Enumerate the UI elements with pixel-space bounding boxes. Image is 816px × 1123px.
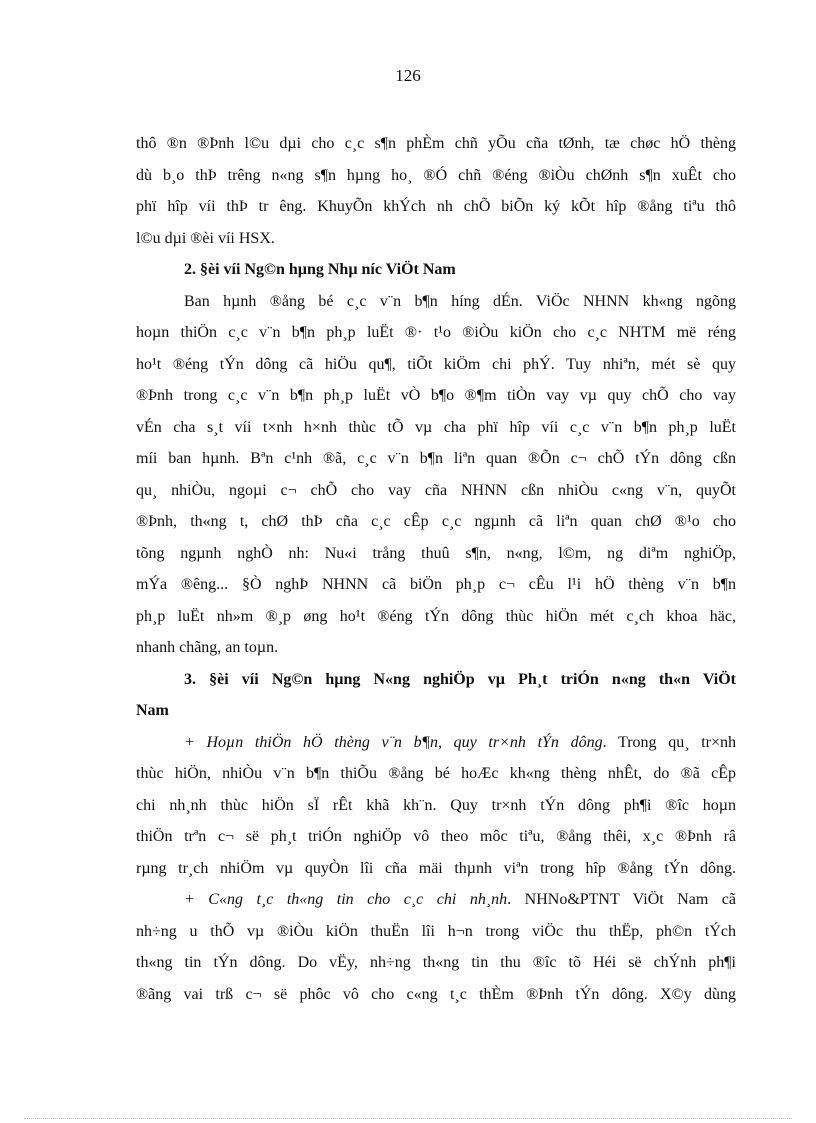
section-heading-line: Nam xyxy=(136,702,169,719)
line-text: . Trong qu¸ tr×nh xyxy=(602,733,737,751)
section-heading-line: 2. §èi víi Ng©n hµng Nhµ níc ViÖt Nam xyxy=(184,261,456,278)
paragraph-line: nh÷ng u thÕ vµ ®iÒu kiÖn thuËn lîi h¬n trong viÖc thu thËp, ph©n tÝch xyxy=(136,922,736,940)
paragraph-line: phï hîp víi thÞ tr êng. KhuyÕn khÝch nh chÕ biÕn ký kÕt hîp ®ång tiªu thô xyxy=(136,198,736,215)
paragraph-line: ph¸p luËt nh»m ®¸p øng ho¹t ®éng tÝn dông thùc hiÖn mét c¸ch khoa häc, xyxy=(136,607,736,625)
line-text: . NHNo&PTNT ViÖt Nam cã xyxy=(507,891,737,908)
paragraph-line: ®Þnh, th«ng t, chØ thÞ cña c¸c cÊp c¸c ngµnh cã liªn quan chØ ®¹o cho xyxy=(136,513,736,530)
paragraph-line: chi nh¸nh thùc hiÖn sÏ rÊt khã kh¨n. Quy tr×nh tÝn dông ph¶i ®îc hoµn xyxy=(136,796,736,814)
paragraph-line: nhanh chãng, an toµn. xyxy=(136,639,279,656)
italic-lead-in: + Hoµn thiÖn hÖ thèng v¨n b¶n, quy tr×nh tÝn dông xyxy=(184,733,603,751)
document-body xyxy=(136,128,736,1010)
paragraph-line: hoµn thiÖn c¸c v¨n b¶n ph¸p luËt ®· t¹o ®iÒu kiÖn cho c¸c NHTM më réng xyxy=(136,324,736,341)
page-number: 126 xyxy=(395,66,421,85)
paragraph-line: míi ban hµnh. Bªn c¹nh ®ã, c¸c v¨n b¶n liªn quan ®Õn c¬ chÕ tÝn dông cßn xyxy=(136,450,736,467)
paragraph-line: tõng ngµnh nghÒ nh: Nu«i trång thuû s¶n, n«ng, l©m, ng diªm nghiÖp, xyxy=(136,544,736,562)
paragraph-line: rµng tr¸ch nhiÖm vµ quyÒn lîi cña mäi thµnh viªn trong hîp ®ång tÝn dông. xyxy=(136,859,736,877)
paragraph-line: qu¸ nhiÒu, ngoµi c¬ chÕ cho vay cña NHNN cßn nhiÒu c«ng v¨n, quyÕt xyxy=(136,481,736,499)
paragraph-line: ®Þnh trong c¸c v¨n b¶n ph¸p luËt vÒ b¶o ®¶m tiÒn vay vµ quy chÕ cho vay xyxy=(136,387,736,404)
paragraph-line: dù b¸o thÞ trêng n«ng s¶n hµng ho¸ ®Ó chñ ®éng ®iÒu chØnh s¶n xuÊt cho xyxy=(136,166,736,184)
paragraph-line: l©u dµi ®èi víi HSX. xyxy=(136,229,275,247)
paragraph-line: Ban hµnh ®ång bé c¸c v¨n b¶n híng dÉn. ViÖc NHNN kh«ng ngõng xyxy=(184,292,736,310)
paragraph-line: ho¹t ®éng tÝn dông cã hiÖu qu¶, tiÕt kiÖm chi phÝ. Tuy nhiªn, mét sè quy xyxy=(136,355,736,373)
paragraph-line xyxy=(136,884,736,916)
paragraph-line: thô ®n ®Þnh l©u dµi cho c¸c s¶n phÈm chñ yÕu cña tØnh, tæ chøc hÖ thèng xyxy=(136,135,736,152)
paragraph-line: ®ãng vai trß c¬ së phôc vô cho c«ng t¸c thÈm ®Þnh tÝn dông. X©y dùng xyxy=(136,985,736,1003)
paragraph-line: thiÖn trªn c¬ së ph¸t triÓn nghiÖp vô theo môc tiªu, ®ång thêi, x¸c ®Þnh râ xyxy=(136,828,736,845)
paragraph-line: vÉn cha s¸t víi t×nh h×nh thùc tÕ vµ cha phï hîp víi c¸c v¨n b¶n ph¸p luËt xyxy=(136,418,736,436)
paragraph-line: thùc hiÖn, nhiÒu v¨n b¶n thiÕu ®ång bé hoÆc kh«ng thèng nhÊt, do ®ã cÊp xyxy=(136,765,736,782)
paragraph-line: mÝa ®êng... §Ò nghÞ NHNN cã biÖn ph¸p c¬ cÊu l¹i hÖ thèng v¨n b¶n xyxy=(136,576,736,593)
page-bottom-divider xyxy=(24,1118,792,1119)
paragraph-line: th«ng tin tÝn dông. Do vËy, nh÷ng th«ng tin thu ®îc tõ Héi së chÝnh ph¶i xyxy=(136,954,736,971)
italic-lead-in: + C«ng t¸c th«ng tin cho c¸c chi nh¸nh xyxy=(184,891,508,908)
section-heading-line: 3. §èi víi Ng©n hµng N«ng nghiÖp vµ Ph¸t triÓn n«ng th«n ViÖt xyxy=(184,670,736,688)
paragraph-line xyxy=(136,727,736,759)
